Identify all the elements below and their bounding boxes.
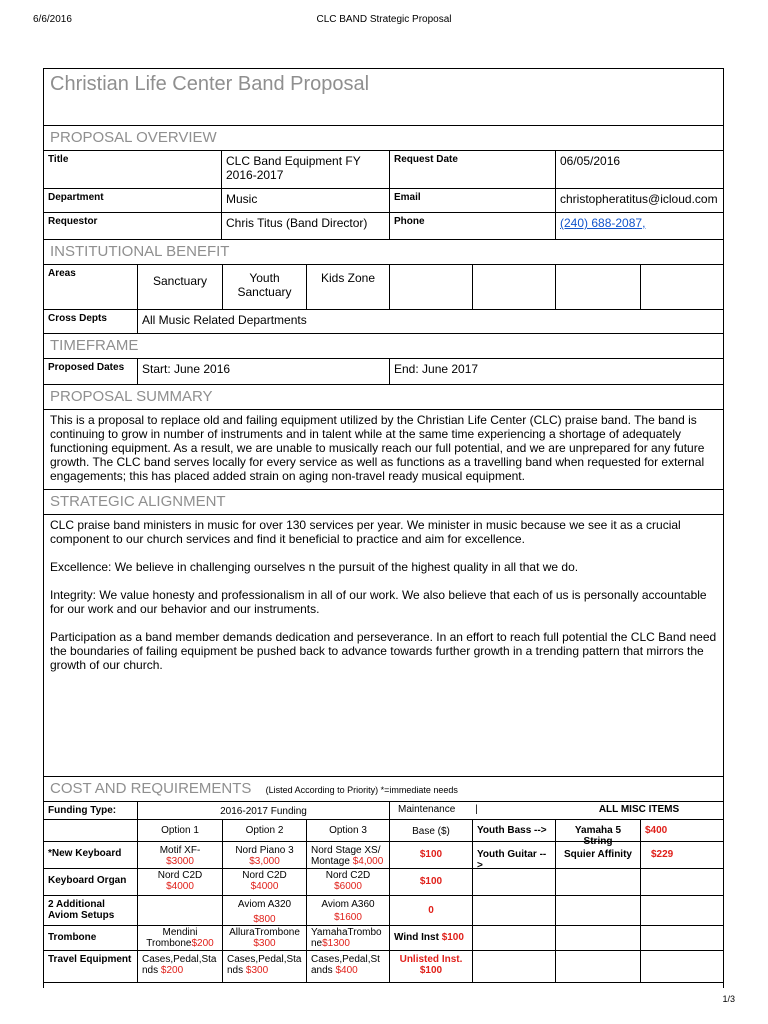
misc-items-heading: ALL MISC ITEMS	[598, 804, 680, 815]
item-new-keyboard: *New Keyboard	[48, 848, 122, 859]
misc-empty	[555, 926, 640, 950]
area-sanctuary: Sanctuary	[137, 265, 222, 309]
proposal-form	[43, 68, 724, 988]
option-price: $4,000	[352, 856, 384, 867]
area-empty-1	[389, 265, 472, 309]
option-name: Nord C2D	[325, 870, 371, 881]
alignment-text	[44, 515, 723, 776]
summary-row	[44, 410, 723, 490]
page-title: Christian Life Center Band Proposal	[50, 73, 370, 95]
section-heading-cost: COST AND REQUIREMENTS	[50, 780, 252, 797]
option-name: Cases,Pedal,Stands	[227, 954, 302, 976]
option-price: $1600	[334, 912, 362, 923]
option-1-header: Option 1	[137, 820, 222, 841]
cost-note: (Listed According to Priority) *=immediate needs	[265, 785, 458, 795]
summary-heading-row	[44, 385, 723, 410]
area-kids-zone: Kids Zone	[306, 265, 389, 309]
phone-label: Phone	[389, 213, 555, 239]
option-2-header: Option 2	[222, 820, 306, 841]
option-name: Nord C2D	[157, 870, 203, 881]
keyboard-organ-option-1	[137, 869, 222, 895]
option-3-header: Option 3	[306, 820, 389, 841]
misc-empty	[472, 869, 555, 895]
item-travel-equipment: Travel Equipment	[48, 954, 132, 965]
overview-row-department	[44, 189, 723, 213]
travel-option-1	[137, 951, 222, 982]
option-name: Aviom A320	[237, 899, 292, 910]
item-trombone: Trombone	[48, 932, 97, 943]
title-row	[44, 69, 723, 126]
option-name: Nord C2D	[242, 870, 287, 881]
option-name: Aviom A360	[321, 899, 375, 910]
alignment-row	[44, 515, 723, 777]
cross-depts-label: Cross Depts	[48, 313, 107, 324]
phone-suffix: ,	[642, 216, 646, 230]
area-empty-3	[555, 265, 640, 309]
base-prefix: Wind Inst	[394, 932, 439, 943]
trombone-base	[389, 926, 472, 950]
print-title: CLC BAND Strategic Proposal	[316, 14, 452, 25]
option-name: YamahaTrombone	[311, 927, 382, 949]
proposed-dates-row	[44, 359, 723, 385]
email-value: christopheratitus@icloud.com	[555, 189, 723, 212]
misc-empty	[640, 951, 723, 982]
funding-label: Funding Type:	[48, 805, 117, 816]
start-date: Start: June 2016	[137, 359, 389, 384]
option-name: Mendini Trombone	[146, 927, 198, 949]
option-name: Cases,Pedal,Stands	[142, 954, 217, 976]
overview-heading-row	[44, 126, 723, 151]
section-heading-overview: PROPOSAL OVERVIEW	[50, 129, 217, 146]
new-keyboard-option-3	[306, 842, 389, 868]
maintenance-separator: |	[475, 804, 478, 815]
option-price: $200	[191, 938, 214, 949]
section-heading-benefit: INSTITUTIONAL BENEFIT	[50, 243, 230, 260]
misc-item-yamaha: Yamaha 5 String	[555, 820, 640, 841]
misc-label-youth-bass: Youth Bass -->	[472, 820, 555, 841]
travel-option-2	[222, 951, 306, 982]
misc-price-yamaha: $400	[640, 820, 723, 841]
phone-link[interactable]: (240) 688-2087	[560, 216, 643, 230]
keyboard-organ-option-2	[222, 869, 306, 895]
title-value: CLC Band Equipment FY 2016-2017	[221, 151, 389, 188]
maintenance-cell	[389, 802, 555, 819]
option-name: AlluraTrombone	[229, 927, 300, 938]
option-price: $1300	[322, 938, 350, 949]
item-keyboard-organ: Keyboard Organ	[48, 875, 127, 886]
alignment-paragraph: CLC praise band ministers in music for over 130 services per year. We minister in music because we see it as a crucial component to our church services and find it beneficial to practice and aim for excellence.	[50, 518, 681, 546]
alignment-paragraph: Excellence: We believe in challenging ourselves n the pursuit of the highest quality in all that we do.	[50, 560, 579, 574]
misc-empty	[472, 926, 555, 950]
department-label: Department	[48, 192, 104, 203]
requestor-label: Requestor	[48, 216, 98, 227]
page-number: 1/3	[722, 994, 735, 1004]
alignment-paragraph: Integrity: We value honesty and professionalism in all of our work. We also believe that each of us is personally accountable for our work and our behavior and our instruments.	[50, 588, 707, 616]
option-name: Nord Stage XS/ Montage	[311, 845, 381, 867]
timeframe-heading-row	[44, 334, 723, 359]
area-empty-4	[640, 265, 723, 309]
summary-text: This is a proposal to replace old and failing equipment utilized by the Christian Life Center (CLC) praise band. The band is continuing to grow in number of instruments and in talent while at the same time experiencing a shortage of adequately functioning equipment. As a result, we are unable to musically reach our full potential, and we are unprepared for any future growth. The CLC band serves locally for every service as well as functions as a travelling band when requested for external engagements; this has placed added strain on aging non-travel ready musical equipment.	[50, 413, 705, 483]
areas-label: Areas	[48, 268, 76, 279]
maintenance-label: Maintenance	[398, 804, 456, 815]
option-price: $300	[245, 965, 269, 976]
misc-empty	[472, 896, 555, 925]
travel-option-3	[306, 951, 389, 982]
misc-empty	[555, 869, 640, 895]
cost-row-travel	[44, 951, 723, 983]
misc-empty	[640, 896, 723, 925]
section-heading-timeframe: TIMEFRAME	[50, 337, 139, 354]
alignment-paragraph: Participation as a band member demands dedication and perseverance. In an effort to reach full potential the CLC Band need the boundaries of failing equipment be pushed back to advance towards further growth in a trending pattern that mirrors the growth of our church.	[50, 630, 717, 672]
cross-depts-value: All Music Related Departments	[137, 310, 723, 333]
proposed-dates-label: Proposed Dates	[48, 362, 125, 373]
new-keyboard-option-2	[222, 842, 306, 868]
option-price: $4000	[250, 881, 279, 892]
overview-row-title	[44, 151, 723, 189]
cost-row-new-keyboard	[44, 842, 723, 869]
misc-price-squier: $229	[640, 842, 723, 868]
item-aviom: 2 Additional Aviom Setups	[48, 899, 115, 921]
cost-row-keyboard-organ	[44, 869, 723, 896]
aviom-option-1	[137, 896, 222, 925]
funding-row	[44, 802, 723, 820]
misc-empty	[640, 869, 723, 895]
cost-row-aviom	[44, 896, 723, 926]
overview-row-requestor	[44, 213, 723, 240]
trombone-option-1	[137, 926, 222, 950]
request-date-label: Request Date	[389, 151, 555, 188]
option-price: $300	[253, 938, 276, 949]
option-price: $400	[335, 965, 358, 976]
option-price: $4000	[166, 881, 194, 892]
base-prefix: Unlisted Inst.	[399, 954, 463, 965]
keyboard-organ-option-3	[306, 869, 389, 895]
base-price: $100	[441, 932, 464, 943]
section-heading-summary: PROPOSAL SUMMARY	[50, 388, 213, 405]
aviom-option-3	[306, 896, 389, 925]
option-price: $800	[253, 914, 276, 925]
area-youth-sanctuary: Youth Sanctuary	[222, 265, 306, 309]
option-price: $200	[160, 965, 184, 976]
request-date-value: 06/05/2016	[555, 151, 723, 188]
trombone-option-2	[222, 926, 306, 950]
end-date: End: June 2017	[389, 359, 723, 384]
requestor-value: Chris Titus (Band Director)	[221, 213, 389, 239]
options-row	[44, 820, 723, 847]
keyboard-organ-base: $100	[389, 869, 472, 895]
section-heading-alignment: STRATEGIC ALIGNMENT	[50, 493, 226, 510]
misc-empty	[555, 896, 640, 925]
area-empty-2	[472, 265, 555, 309]
title-label: Title	[48, 154, 69, 165]
benefit-heading-row	[44, 240, 723, 265]
misc-label-youth-guitar: Youth Guitar -->	[472, 842, 555, 868]
option-price: $3,000	[249, 856, 280, 867]
aviom-option-2	[222, 896, 306, 925]
option-name: Cases,Pedal,Stands	[311, 954, 380, 976]
funding-value: 2016-2017 Funding	[137, 802, 389, 819]
new-keyboard-option-1	[137, 842, 222, 868]
aviom-base: 0	[389, 896, 472, 925]
option-price: $6000	[334, 881, 362, 892]
print-date: 6/6/2016	[33, 14, 72, 25]
cost-heading-cell	[44, 777, 723, 801]
options-label-empty	[44, 820, 137, 841]
misc-empty	[555, 951, 640, 982]
base-header: Base ($)	[389, 820, 472, 841]
areas-row	[44, 265, 723, 310]
travel-base	[389, 951, 472, 982]
misc-empty	[472, 951, 555, 982]
email-label: Email	[389, 189, 555, 212]
phone-cell	[555, 213, 723, 239]
cost-row-trombone	[44, 926, 723, 951]
department-value: Music	[221, 189, 389, 212]
option-price: $3000	[166, 856, 194, 867]
new-keyboard-base: $100	[389, 842, 472, 868]
misc-item-squier: Squier Affinity	[555, 842, 640, 868]
option-name: Nord Piano 3	[235, 845, 294, 856]
cross-depts-row	[44, 310, 723, 334]
alignment-heading-row	[44, 490, 723, 515]
cost-heading-row	[44, 777, 723, 802]
option-name: Motif XF-	[159, 845, 201, 856]
base-price: $100	[419, 965, 443, 976]
misc-empty	[640, 926, 723, 950]
trombone-option-3	[306, 926, 389, 950]
